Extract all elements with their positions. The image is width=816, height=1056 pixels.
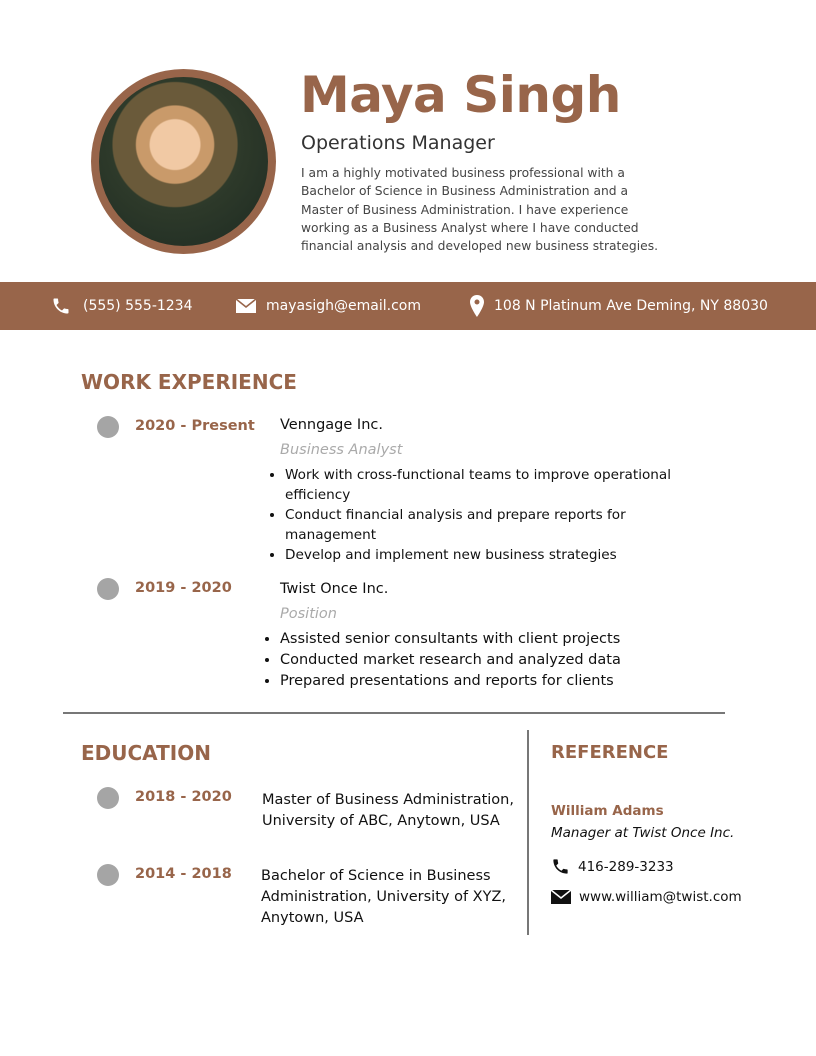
edu-text: Master of Business Administration, University of ABC, Anytown, USA: [262, 792, 514, 829]
envelope-icon: [236, 299, 256, 313]
reference-email-text: www.william@twist.com: [579, 889, 742, 905]
reference-heading: REFERENCE: [551, 742, 669, 763]
contact-bar: [0, 282, 816, 330]
job-company: Venngage Inc.: [280, 417, 383, 433]
edu-text: Bachelor of Science in Business Administration, University of XYZ, Anytown, USA: [261, 868, 506, 926]
phone-icon: [51, 296, 71, 316]
job-role: Business Analyst: [280, 442, 403, 458]
reference-position: Manager at Twist Once Inc.: [551, 825, 735, 841]
edu-dates: 2014 - 2018: [135, 866, 232, 882]
contact-email: [236, 282, 421, 330]
timeline-dot: [97, 787, 119, 809]
contact-phone: [51, 282, 193, 330]
email-text: mayasigh@email.com: [266, 298, 421, 314]
job-dates: 2019 - 2020: [135, 580, 232, 596]
timeline-dot: [97, 864, 119, 886]
job-bullet: • Assisted senior consultants with client projects: [280, 629, 712, 650]
job-bullet: • Conduct financial analysis and prepare reports for management: [285, 505, 707, 545]
column-divider: [527, 730, 529, 935]
job-bullet: • Prepared presentations and reports for clients: [280, 671, 712, 692]
envelope-icon: [551, 890, 571, 904]
job-bullet: • Develop and implement new business strategies: [285, 545, 707, 565]
job-bullets: [267, 465, 707, 565]
phone-icon: [551, 857, 570, 876]
reference-email: [551, 889, 742, 905]
timeline-dot: [97, 578, 119, 600]
summary: I am a highly motivated business professional with a Bachelor of Science in Business Administration and a Master of Business Administration. I have experience working as a Business Analyst where I have conducted financial analysis and developed new business strategies.: [301, 166, 659, 254]
reference-name: William Adams: [551, 803, 664, 819]
name: Maya Singh: [300, 66, 621, 124]
job-bullet: • Work with cross-functional teams to improve operational efficiency: [285, 465, 707, 505]
job-bullet: • Conducted market research and analyzed data: [280, 650, 712, 671]
address-text: 108 N Platinum Ave Deming, NY 88030: [494, 298, 768, 314]
profile-photo: [91, 69, 276, 254]
job-title: Operations Manager: [301, 132, 495, 154]
job-dates: 2020 - Present: [135, 418, 255, 434]
work-experience-heading: WORK EXPERIENCE: [81, 370, 297, 394]
job-role: Position: [280, 606, 337, 622]
timeline-dot: [97, 416, 119, 438]
job-company: Twist Once Inc.: [280, 581, 389, 597]
profile-image: [99, 77, 268, 246]
section-divider: [63, 712, 725, 714]
education-heading: EDUCATION: [81, 741, 211, 765]
location-pin-icon: [470, 295, 484, 317]
contact-address: [470, 282, 768, 330]
reference-phone: [551, 857, 674, 876]
phone-text: (555) 555-1234: [83, 298, 193, 314]
job-bullets: [262, 629, 712, 692]
edu-dates: 2018 - 2020: [135, 789, 232, 805]
reference-phone-text: 416-289-3233: [578, 858, 674, 875]
